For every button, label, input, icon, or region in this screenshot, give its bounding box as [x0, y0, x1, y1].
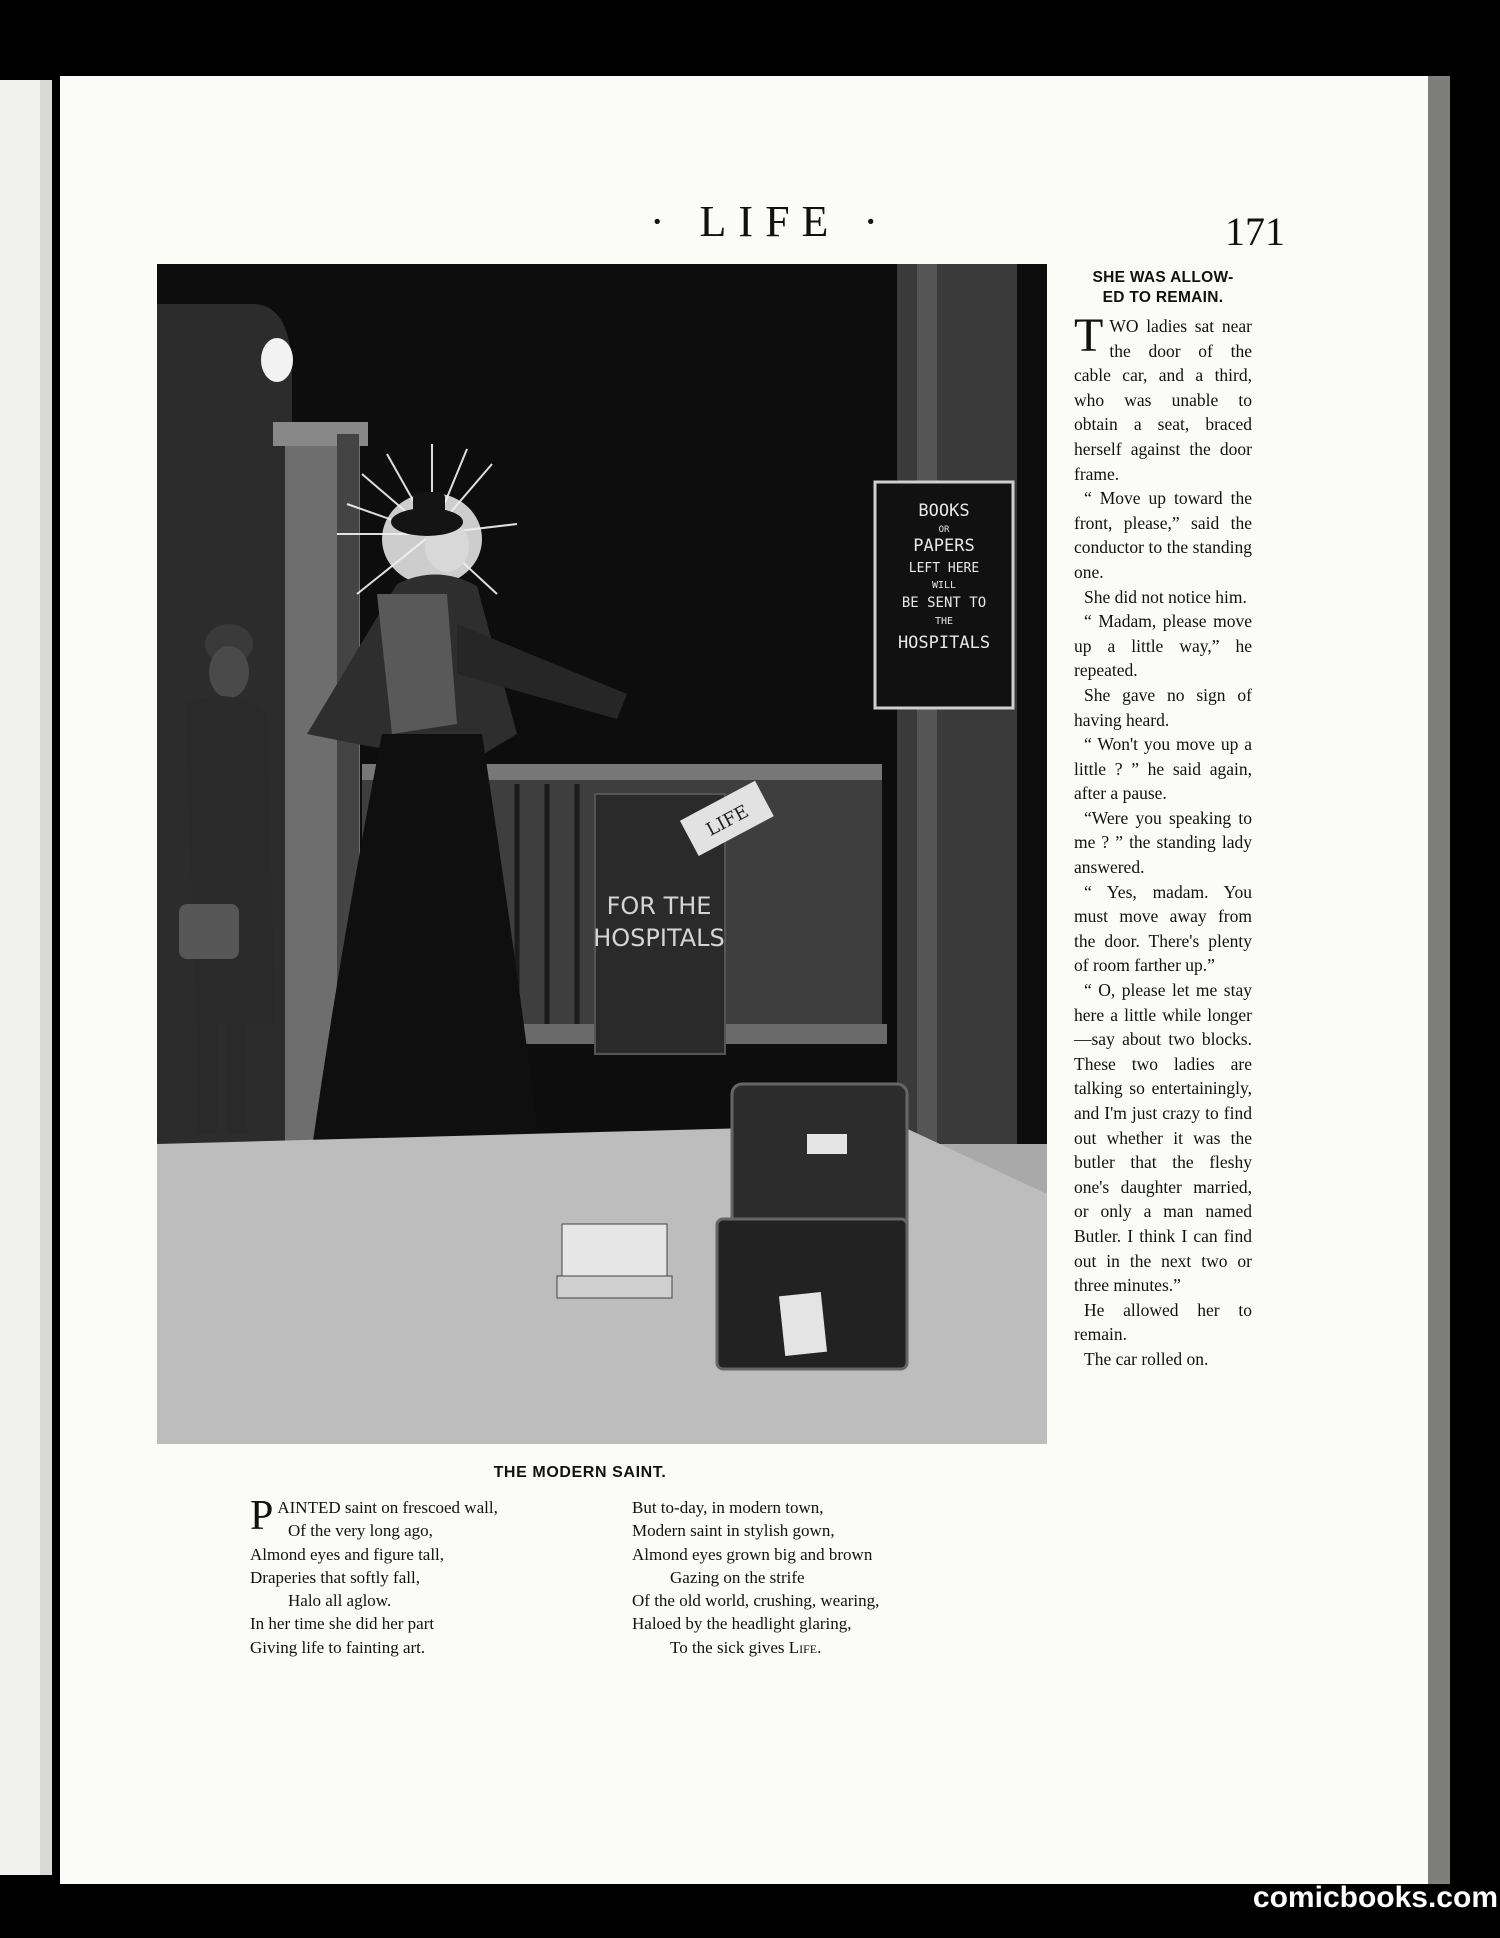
poem-line: Of the very long ago,	[288, 1521, 433, 1541]
story-paragraph: The car rolled on.	[1084, 1348, 1209, 1369]
story-paragraph: He allowed her to remain.	[1074, 1299, 1252, 1345]
poem-title: THE MODERN SAINT.	[493, 1464, 667, 1481]
site-watermark: comicbooks.com	[1252, 1881, 1498, 1914]
poem-line: Halo all aglow.	[288, 1591, 392, 1611]
story-column	[1074, 268, 1252, 1372]
sign-board-line: LEFT HERE	[908, 561, 980, 576]
sign-board-line: HOSPITALS	[897, 633, 991, 653]
poem-line: PAINTED saint on frescoed wall,	[250, 1493, 498, 1539]
story-paragraph: TWO ladies sat near the door of the cable car, and a third, who was unable to obtain a seat, braced herself against the door frame.	[1074, 309, 1252, 484]
poem-line: To the sick gives Life.	[670, 1637, 822, 1657]
story-heading: SHE WAS ALLOW- ED TO REMAIN.	[1092, 269, 1234, 306]
story-paragraph: “Were you speaking to me ? ” the standing lady answered.	[1074, 807, 1252, 878]
poem-line: Of the old world, crushing, wearing,	[632, 1591, 880, 1611]
drop-cap: P	[250, 1493, 274, 1539]
page-number: 171	[1225, 209, 1285, 254]
magazine-label: LIFE	[702, 801, 753, 841]
illustration-modern-saint	[157, 264, 1047, 1444]
drop-cap: T	[1074, 309, 1104, 362]
poem-line: Almond eyes grown big and brown	[632, 1544, 873, 1564]
poem-stanza-right	[632, 1496, 879, 1659]
box-label-line: HOSPITALS	[593, 924, 725, 952]
sign-board-line: OR	[938, 525, 950, 535]
poem-line: Gazing on the strife	[670, 1567, 805, 1587]
sign-board-line: BE SENT TO	[901, 595, 987, 611]
story-paragraph: “ Madam, please move up a little way,” he repeated.	[1074, 611, 1252, 681]
sign-board-line: PAPERS	[913, 536, 975, 556]
poem-line: In her time she did her part	[250, 1614, 435, 1634]
poem-line: Draperies that softly fall,	[250, 1567, 420, 1587]
sign-board-line: THE	[934, 616, 954, 627]
masthead-title: · LIFE ·	[649, 197, 891, 246]
story-paragraph: “ Won't you move up a little ? ” he said again, after a pause.	[1074, 734, 1252, 804]
story-paragraph: She gave no sign of having heard.	[1074, 684, 1252, 730]
poem-line: Modern saint in stylish gown,	[632, 1521, 835, 1541]
poem-line: Almond eyes and figure tall,	[250, 1544, 445, 1564]
box-label-line: FOR THE	[606, 892, 712, 920]
previous-page-gutter	[40, 80, 52, 1875]
sign-board-line: WILL	[931, 580, 957, 591]
story-paragraph: “ O, please let me stay here a little while longer—say about two blocks. These two ladies are talking so entertainingly, and I'm just crazy to find out whether it was the butler that the fleshy one's daughter married, or only a man named Butler. I think I can find out in the next two or three minutes.”	[1074, 980, 1252, 1296]
poem-stanza-left	[250, 1493, 498, 1659]
poem-line: Haloed by the headlight glaring,	[632, 1614, 852, 1634]
sign-board-line: BOOKS	[918, 501, 970, 521]
story-paragraph: “ Yes, madam. You must move away from the door. There's plenty of room farther up.”	[1074, 881, 1252, 976]
poem-line: But to-day, in modern town,	[632, 1498, 824, 1517]
story-paragraph: She did not notice him.	[1084, 586, 1247, 607]
poem-line: Giving life to fainting art.	[250, 1637, 426, 1657]
story-paragraph: “ Move up toward the front, please,” said the conductor to the standing one.	[1074, 488, 1252, 582]
page-edge-shadow	[1428, 76, 1450, 1884]
